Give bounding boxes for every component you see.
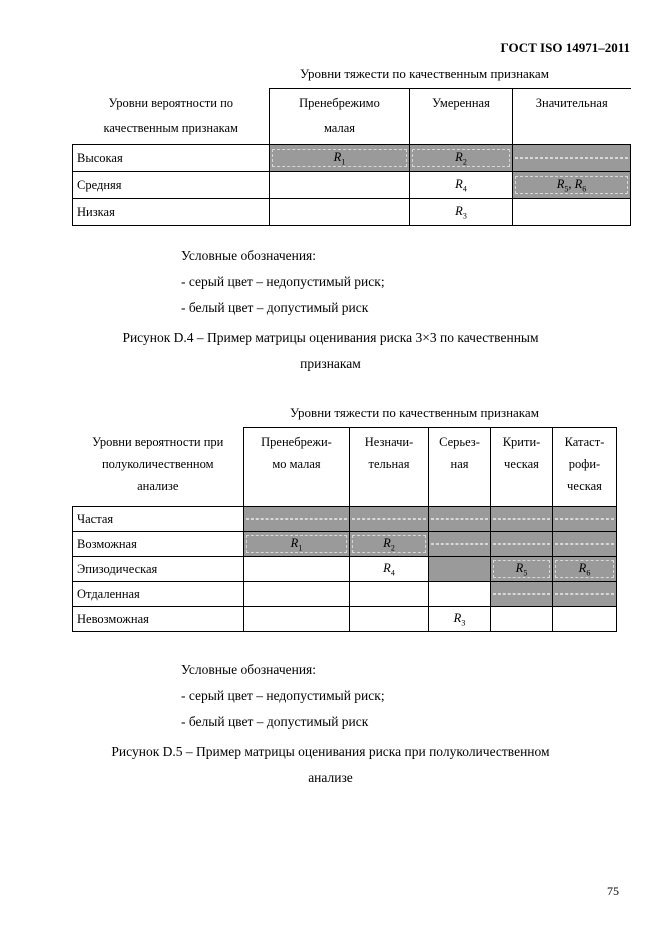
col-header-insignificant bbox=[350, 428, 429, 507]
risk-cell-white bbox=[270, 172, 410, 199]
risk-cell-gray bbox=[429, 532, 491, 557]
col-header-line: ная bbox=[450, 457, 469, 471]
severity-caption-d5: Уровни тяжести по качественным признакам bbox=[290, 405, 539, 420]
risk-matrix-d5 bbox=[72, 427, 617, 632]
col-header-negligible bbox=[270, 89, 410, 145]
risk-cell-gray bbox=[429, 507, 491, 532]
col-header-catastrophic bbox=[553, 428, 617, 507]
col-header-critical bbox=[491, 428, 553, 507]
row-label-remote: Отдаленная bbox=[73, 582, 244, 607]
col-header-line: Значительная bbox=[535, 96, 608, 110]
corner-line-1: Уровни вероятности по bbox=[108, 95, 234, 110]
risk-cell-white bbox=[513, 199, 631, 226]
figure-title-d5-line2: анализе bbox=[308, 770, 353, 785]
col-header-line: тельная bbox=[368, 457, 410, 471]
col-header-line: Пренебрежимо bbox=[299, 96, 380, 110]
risk-symbol: R bbox=[383, 535, 391, 550]
severity-caption-d4: Уровни тяжести по качественным признакам bbox=[300, 66, 549, 81]
risk-cell-gray bbox=[491, 582, 553, 607]
figure-title-d5-line1: Рисунок D.5 – Пример матрицы оценивания риска при полуколичественном bbox=[111, 744, 550, 759]
page-number: 75 bbox=[607, 884, 619, 898]
risk-index: 4 bbox=[462, 184, 467, 194]
col-header-line: малая bbox=[323, 121, 356, 135]
risk-matrix-d4 bbox=[72, 88, 631, 226]
row-label-occasional: Эпизодическая bbox=[73, 557, 244, 582]
corner-line-2: полуколичественном bbox=[101, 456, 214, 471]
risk-cell-gray bbox=[244, 532, 350, 557]
risk-symbol: R bbox=[455, 176, 463, 191]
risk-symbol: R bbox=[578, 560, 587, 575]
legend-gray-d5: - серый цвет – недопустимый риск; bbox=[181, 688, 385, 703]
legend-title-d5: Условные обозначения: bbox=[181, 662, 317, 677]
row-label-low: Низкая bbox=[73, 199, 270, 226]
row-label-probable: Возможная bbox=[73, 532, 244, 557]
col-header-significant bbox=[513, 89, 631, 145]
corner-header-d5 bbox=[73, 428, 244, 507]
figure-title-d4-line1: Рисунок D.4 – Пример матрицы оценивания риска 3×3 по качественным bbox=[122, 330, 539, 345]
risk-cell-gray bbox=[553, 507, 617, 532]
risk-symbol: R bbox=[290, 535, 299, 550]
corner-line-2: качественным признакам bbox=[103, 120, 238, 135]
risk-index: 3 bbox=[462, 211, 467, 221]
risk-index: 1 bbox=[298, 543, 303, 553]
risk-index: 3 bbox=[461, 618, 466, 628]
risk-cell-gray bbox=[491, 507, 553, 532]
row-label-medium: Средняя bbox=[73, 172, 270, 199]
legend-white-d5: - белый цвет – допустимый риск bbox=[181, 714, 369, 729]
risk-symbol: R bbox=[556, 176, 565, 191]
risk-symbol: R bbox=[574, 176, 583, 191]
risk-index: 1 bbox=[341, 157, 346, 167]
risk-cell-white bbox=[270, 199, 410, 226]
risk-index: 5 bbox=[564, 184, 569, 194]
legend-gray-d4: - серый цвет – недопустимый риск; bbox=[181, 274, 385, 289]
risk-cell-gray bbox=[491, 532, 553, 557]
corner-header-d4 bbox=[73, 89, 270, 145]
col-header-line: Умеренная bbox=[432, 96, 490, 110]
legend-title-d4: Условные обозначения: bbox=[181, 248, 317, 263]
risk-cell-white bbox=[350, 607, 429, 632]
col-header-negligible bbox=[244, 428, 350, 507]
col-header-line: мо малая bbox=[272, 457, 321, 471]
risk-index: 2 bbox=[462, 157, 467, 167]
risk-cell-white bbox=[244, 607, 350, 632]
corner-line-3: анализе bbox=[137, 478, 179, 493]
risk-cell-white bbox=[429, 582, 491, 607]
row-label-improbable: Невозможная bbox=[73, 607, 244, 632]
risk-cell-white bbox=[429, 607, 491, 632]
col-header-line: Пренебрежи- bbox=[261, 435, 332, 449]
risk-cell-white bbox=[553, 607, 617, 632]
risk-cell-gray bbox=[513, 145, 631, 172]
risk-cell-gray bbox=[244, 507, 350, 532]
figure-title-d4-line2: признакам bbox=[300, 356, 361, 371]
col-header-serious bbox=[429, 428, 491, 507]
risk-symbol: R bbox=[515, 560, 524, 575]
risk-cell-gray bbox=[350, 532, 429, 557]
risk-cell-white bbox=[350, 557, 429, 582]
risk-cell-gray bbox=[270, 145, 410, 172]
risk-index: 2 bbox=[390, 543, 395, 553]
risk-cell-gray bbox=[410, 145, 513, 172]
col-header-line: ческая bbox=[504, 457, 539, 471]
col-header-line: Серьез- bbox=[439, 435, 480, 449]
col-header-line: Крити- bbox=[502, 435, 541, 449]
risk-cell-gray bbox=[491, 557, 553, 582]
risk-cell-gray bbox=[553, 582, 617, 607]
row-label-high: Высокая bbox=[73, 145, 270, 172]
legend-white-d4: - белый цвет – допустимый риск bbox=[181, 300, 369, 315]
risk-symbol: R bbox=[455, 149, 463, 164]
risk-cell-white bbox=[244, 582, 350, 607]
risk-symbol: R bbox=[333, 149, 342, 164]
risk-cell-gray bbox=[429, 557, 491, 582]
risk-cell-white bbox=[410, 172, 513, 199]
risk-separator: , bbox=[568, 176, 572, 191]
risk-symbol: R bbox=[453, 610, 462, 625]
document-standard-header: ГОСТ ISO 14971–2011 bbox=[500, 40, 630, 55]
col-header-line: Катаст- bbox=[564, 435, 605, 449]
row-label-frequent: Частая bbox=[73, 507, 244, 532]
risk-cell-gray bbox=[350, 507, 429, 532]
risk-cell-white bbox=[491, 607, 553, 632]
risk-cell-white bbox=[410, 199, 513, 226]
risk-symbol: R bbox=[455, 203, 463, 218]
col-header-line: ческая bbox=[567, 479, 602, 493]
col-header-line: Незначи- bbox=[364, 435, 414, 449]
risk-cell-white bbox=[350, 582, 429, 607]
corner-line-1: Уровни вероятности при bbox=[92, 434, 224, 449]
col-header-line: рофи- bbox=[568, 457, 601, 471]
col-header-moderate bbox=[410, 89, 513, 145]
risk-index: 6 bbox=[586, 568, 591, 578]
risk-symbol: R bbox=[383, 560, 391, 575]
risk-cell-gray bbox=[553, 532, 617, 557]
risk-index: 6 bbox=[582, 184, 587, 194]
risk-cell-gray bbox=[553, 557, 617, 582]
risk-index: 4 bbox=[390, 568, 395, 578]
risk-cell-gray bbox=[513, 172, 631, 199]
risk-cell-white bbox=[244, 557, 350, 582]
risk-index: 5 bbox=[523, 568, 528, 578]
